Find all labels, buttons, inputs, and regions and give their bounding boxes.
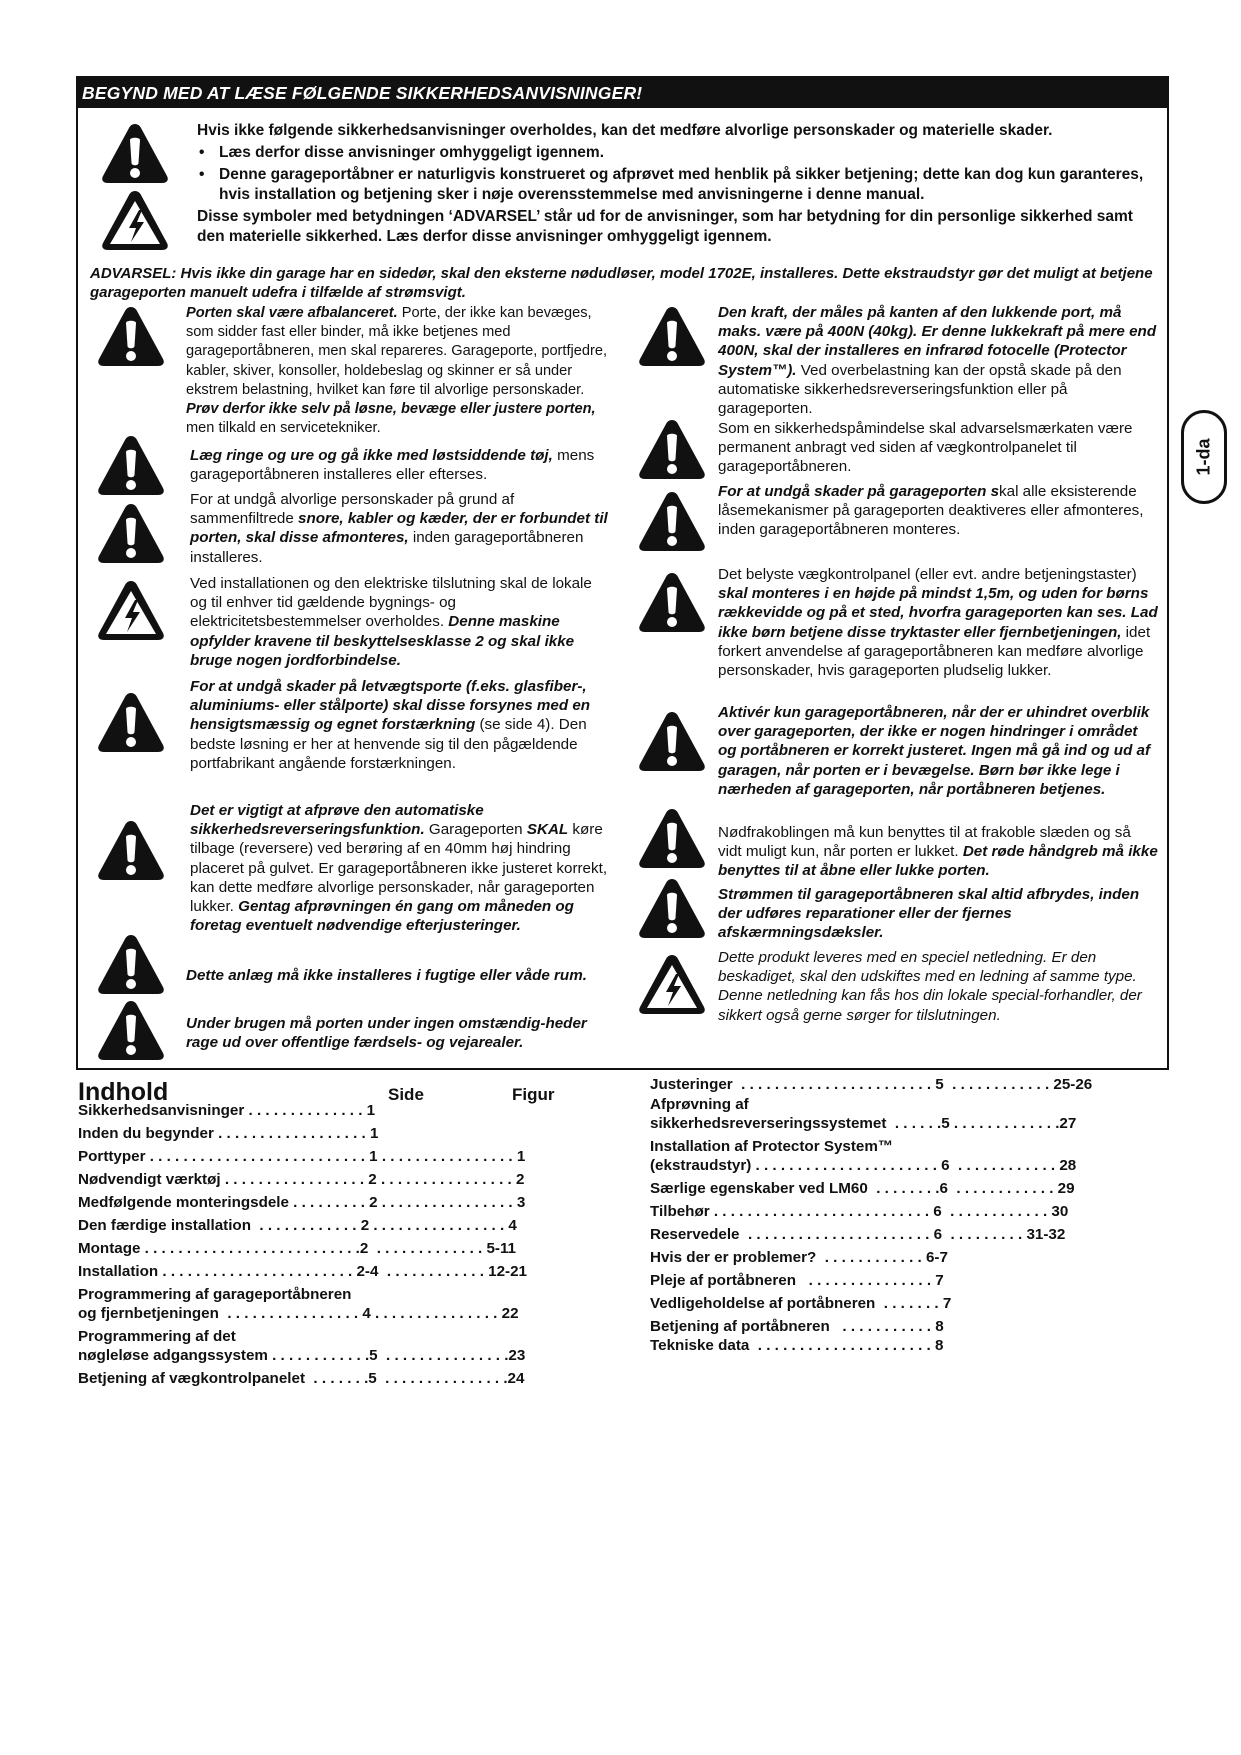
safety-paragraph	[718, 703, 1158, 799]
toc-entry: og fjernbetjeningen . . . . . . . . . . . . . . . . 4 . . . . . . . . . . . . . . . 22	[78, 1305, 519, 1322]
toc-column-side: Side	[388, 1085, 424, 1104]
intro-bullet: • Denne garageportåbner er naturligvis konstrueret og afprøvet med henblik på sikker betjening; dette kan dog kun garanteres, hvis installation og betjening sker i nøje overensstemmelse med anvisningerne i denne manual.	[197, 165, 1147, 205]
warning-exclamation-icon	[637, 489, 707, 553]
warning-exclamation-icon	[96, 690, 166, 754]
paragraph-text: inden garageportåbneren installeres.	[190, 529, 584, 566]
toc-entry: nøgleløse adgangssystem . . . . . . . . . . . .5 . . . . . . . . . . . . . . .23	[78, 1347, 526, 1364]
safety-paragraph	[718, 482, 1158, 540]
toc-entry: Medfølgende monteringsdele . . . . . . . . . 2 . . . . . . . . . . . . . . . . 3	[78, 1194, 526, 1211]
toc-entry: Hvis der er problemer? . . . . . . . . . . . . 6-7	[650, 1249, 948, 1266]
toc-column-figur: Figur	[512, 1085, 555, 1104]
paragraph-text: idet forkert anvendelse af garageportåbneren kan medføre alvorlige personskader, hvis garageporten pludselig lukker.	[718, 623, 1151, 680]
warning-exclamation-icon	[96, 433, 166, 497]
toc-entry: Installation af Protector System™	[650, 1138, 894, 1155]
electric-shock-warning-icon	[637, 952, 707, 1016]
paragraph-emphasis: Den kraft, der måles på kanten af den lukkende port, må maks. være på 400N (40kg). Er denne lukkekraft på mere end 400N, skal der installeres en infrarød fotocelle (Protector System™).	[718, 304, 1157, 379]
paragraph-emphasis: Dette anlæg må ikke installeres i fugtige eller våde rum.	[186, 967, 587, 984]
paragraph-emphasis: Prøv derfor ikke selv på løsne, bevæge eller justere porten,	[186, 401, 596, 418]
safety-paragraph	[190, 574, 610, 670]
safety-paragraph	[190, 801, 610, 935]
paragraph-emphasis: Det er vigtigt at afprøve den automatiske sikkerhedsreverseringsfunktion.	[190, 802, 484, 839]
paragraph-italic: Dette produkt leveres med en speciel netledning. Er den beskadiget, skal den udskiftes med en ledning af samme type. Denne netledning kan fås hos din lokale special-forhandler, der sikkert også gerne sørger for tilslutningen.	[718, 949, 1142, 1024]
paragraph-text: Det belyste vægkontrolpanel (eller evt. andre betjeningstaster)	[718, 566, 1137, 583]
toc-entry: Afprøvning af	[650, 1096, 749, 1113]
paragraph-text: (se side 4). Den bedste løsning er her at henvende sig til den pågældende portfabrikant angående forstærkningen.	[190, 716, 587, 772]
toc-entry: Tekniske data . . . . . . . . . . . . . . . . . . . . . 8	[650, 1337, 944, 1354]
safety-paragraph	[190, 446, 610, 484]
paragraph-text: Porte, der ikke kan bevæges, som sidder fast eller binder, må ikke betjenes med garageportåbneren, men skal repareres. Garageporte, portfjedre, kabler, skiver, konsoller, holdebeslag og skinner er så under ekstrem belastning, hvilket kan føre til alvorlige personskader.	[186, 305, 608, 398]
toc-entry: Programmering af det	[78, 1328, 236, 1345]
paragraph-emphasis: skal monteres i en højde på mindst 1,5m, og uden for børns rækkevidde og på et sted, hvorfra garageporten kan ses. Lad ikke børn betjene disse tryktaster eller fjernbetjeningen,	[718, 585, 1158, 641]
safety-paragraph	[186, 304, 612, 438]
toc-entry: Tilbehør . . . . . . . . . . . . . . . . . . . . . . . . . . 6 . . . . . . . . . . . . 30	[650, 1203, 1069, 1220]
safety-paragraph	[718, 419, 1158, 477]
paragraph-emphasis: For at undgå skader på garageporten s	[718, 483, 1000, 500]
page-tab-label: 1-da	[1193, 438, 1214, 476]
warning-exclamation-icon	[100, 121, 170, 185]
paragraph-text: kal alle eksisterende låsemekanismer på garageporten deaktiveres eller afmonteres, inden garageportåbneren monteres.	[718, 483, 1144, 539]
warning-exclamation-icon	[96, 998, 166, 1062]
warning-exclamation-icon	[637, 570, 707, 634]
toc-entry: Justeringer . . . . . . . . . . . . . . . . . . . . . . . 5 . . . . . . . . . . . . 25-26	[650, 1076, 1093, 1093]
page-tab	[1181, 410, 1227, 504]
safety-paragraph	[718, 303, 1158, 418]
paragraph-emphasis: SKAL	[526, 821, 569, 839]
paragraph-emphasis: Gentag afprøvningen én gang om måneden og foretag eventuelt nødvendige efterjusteringer.	[190, 898, 574, 935]
paragraph-text: Ved overbelastning kan der opstå skade på den automatiske sikkerhedsreverseringsfunktion eller på garageporten.	[718, 361, 1122, 418]
toc-entry: sikkerhedsreverseringssystemet . . . . . .5 . . . . . . . . . . . . .27	[650, 1115, 1077, 1132]
warning-exclamation-icon	[637, 806, 707, 870]
paragraph-emphasis: Det røde håndgreb må ikke benyttes til at åbne eller lukke porten.	[718, 843, 1158, 880]
paragraph-text: For at undgå alvorlige personskader på grund af sammenfiltrede	[190, 491, 515, 528]
toc-entry: Betjening af vægkontrolpanelet . . . . . . .5 . . . . . . . . . . . . . . .24	[78, 1370, 525, 1387]
toc-entry: Installation . . . . . . . . . . . . . . . . . . . . . . . 2-4 . . . . . . . . . . . . 12-21	[78, 1263, 527, 1280]
paragraph-text: men tilkald en servicetekniker.	[186, 420, 381, 437]
toc-entry: Vedligeholdelse af portåbneren . . . . . . . 7	[650, 1295, 952, 1312]
toc-entry: Nødvendigt værktøj . . . . . . . . . . . . . . . . . 2 . . . . . . . . . . . . . . . . 2	[78, 1171, 525, 1188]
warning-exclamation-icon	[637, 417, 707, 481]
intro-bullet: • Læs derfor disse anvisninger omhyggeligt igennem.	[197, 143, 1147, 163]
toc-entry: Betjening af portåbneren . . . . . . . . . . . 8	[650, 1318, 944, 1335]
paragraph-emphasis: Aktivér kun garageportåbneren, når der er uhindret overblik over garageporten, der ikke er nogen hindringer i området og portåbneren er korrekt justeret. Ingen må gå ind og ud af garagen, når porten er i bevægelse. Børn bør ikke lege i nærheden af garageporten, når portåbneren betjenes.	[718, 704, 1151, 798]
toc-entry: Porttyper . . . . . . . . . . . . . . . . . . . . . . . . . . 1 . . . . . . . . . . . . . . . . 1	[78, 1148, 526, 1165]
warning-exclamation-icon	[637, 304, 707, 368]
toc-title: Indhold	[78, 1078, 169, 1106]
paragraph-text: Ved installationen og den elektriske tilslutning skal de lokale og til enhver tid gældende bygnings- og elektricitetsbestemmelser overholdes.	[190, 575, 592, 631]
toc-entry: Programmering af garageportåbneren	[78, 1286, 352, 1303]
intro-symbols-text: Disse symboler med betydningen ‘ADVARSEL’ står ud for de anvisninger, som har betydning for din personlige sikkerhed samt den materielle sikkerhed. Læs derfor disse anvisninger omhyggeligt igennem.	[197, 208, 1133, 245]
paragraph-emphasis: Porten skal være afbalanceret.	[186, 305, 398, 321]
paragraph-text: køre tilbage (reversere) ved berøring af en 40mm høj hindring placeret på gulvet. Er garageportåbneren ikke justeret korrekt, kan dette medføre alvorlige personskader, når garageporten lukker.	[190, 821, 608, 916]
toc-entry: Inden du begynder . . . . . . . . . . . . . . . . . . 1	[78, 1125, 379, 1142]
intro-line: Hvis ikke følgende sikkerhedsanvisninger overholdes, kan det medføre alvorlige personskader og materielle skader.	[197, 122, 1053, 139]
safety-paragraph	[186, 966, 610, 985]
safety-paragraph	[718, 948, 1158, 1025]
safety-header: BEGYND MED AT LÆSE FØLGENDE SIKKERHEDSANVISNINGER!	[78, 78, 1167, 108]
electric-shock-warning-icon	[96, 578, 166, 642]
intro-text	[197, 121, 1147, 247]
advarsel-line: ADVARSEL: Hvis ikke din garage har en sidedør, skal den eksterne nødudløser, model 1702E, installeres. Dette ekstraudstyr gør det muligt at betjene garageporten manuelt udefra i tilfælde af strømsvigt.	[90, 265, 1153, 301]
safety-paragraph	[718, 885, 1158, 943]
paragraph-emphasis: For at undgå skader på letvægtsporte (f.eks. glasfiber-, aluminiums- eller stålporte) skal disse forsynes med en hensigtsmæssig og egnet forstærkning	[190, 678, 591, 734]
toc-entry: Den færdige installation . . . . . . . . . . . . 2 . . . . . . . . . . . . . . . . 4	[78, 1217, 517, 1234]
safety-paragraph	[718, 565, 1158, 680]
warning-exclamation-icon	[637, 709, 707, 773]
paragraph-text: Garageporten	[424, 821, 527, 839]
safety-paragraph	[186, 1014, 610, 1052]
paragraph-emphasis: Under brugen må porten under ingen omstændig-heder rage ud over offentlige færdsels- og vejarealer.	[186, 1015, 587, 1052]
warning-exclamation-icon	[96, 932, 166, 996]
toc-entry: Pleje af portåbneren . . . . . . . . . . . . . . . 7	[650, 1272, 944, 1289]
paragraph-emphasis: Læg ringe og ure og gå ikke med løstsiddende tøj,	[190, 447, 553, 464]
safety-paragraph	[190, 490, 610, 567]
toc-entry: Sikkerhedsanvisninger . . . . . . . . . . . . . . 1	[78, 1102, 376, 1119]
warning-exclamation-icon	[637, 876, 707, 940]
warning-exclamation-icon	[96, 818, 166, 882]
paragraph-text: mens garageportåbneren installeres eller efterses.	[190, 447, 595, 484]
toc-entry: Reservedele . . . . . . . . . . . . . . . . . . . . . . 6 . . . . . . . . . 31-32	[650, 1226, 1066, 1243]
electric-shock-warning-icon	[100, 188, 170, 252]
warning-exclamation-icon	[96, 501, 166, 565]
paragraph-emphasis: Strømmen til garageportåbneren skal altid afbrydes, inden der udføres reparationer eller der fjernes afskærmningsdæksler.	[718, 886, 1140, 942]
toc-entry: Montage . . . . . . . . . . . . . . . . . . . . . . . . . .2 . . . . . . . . . . . . . 5-11	[78, 1240, 517, 1257]
safety-paragraph	[718, 823, 1158, 881]
paragraph-text: Nødfrakoblingen må kun benyttes til at frakoble slæden og så vidt muligt kun, når porten er lukket.	[718, 824, 1131, 861]
paragraph-emphasis: Denne maskine opfylder kravene til beskyttelsesklasse 2 og skal ikke bruge nogen jordforbindelse.	[190, 613, 575, 669]
toc-entry: Særlige egenskaber ved LM60 . . . . . . . .6 . . . . . . . . . . . . 29	[650, 1180, 1075, 1197]
paragraph-text: Som en sikkerhedspåmindelse skal advarselsmærkaten være permanent anbragt ved siden af vægkontrolpanelet til garageportåbneren.	[718, 420, 1133, 476]
safety-paragraph	[190, 677, 610, 773]
toc-entry: (ekstraudstyr) . . . . . . . . . . . . . . . . . . . . . . 6 . . . . . . . . . . . . 28	[650, 1157, 1077, 1174]
paragraph-emphasis: snore, kabler og kæder, der er forbundet til porten, skal disse afmonteres,	[190, 510, 608, 547]
warning-exclamation-icon	[96, 304, 166, 368]
